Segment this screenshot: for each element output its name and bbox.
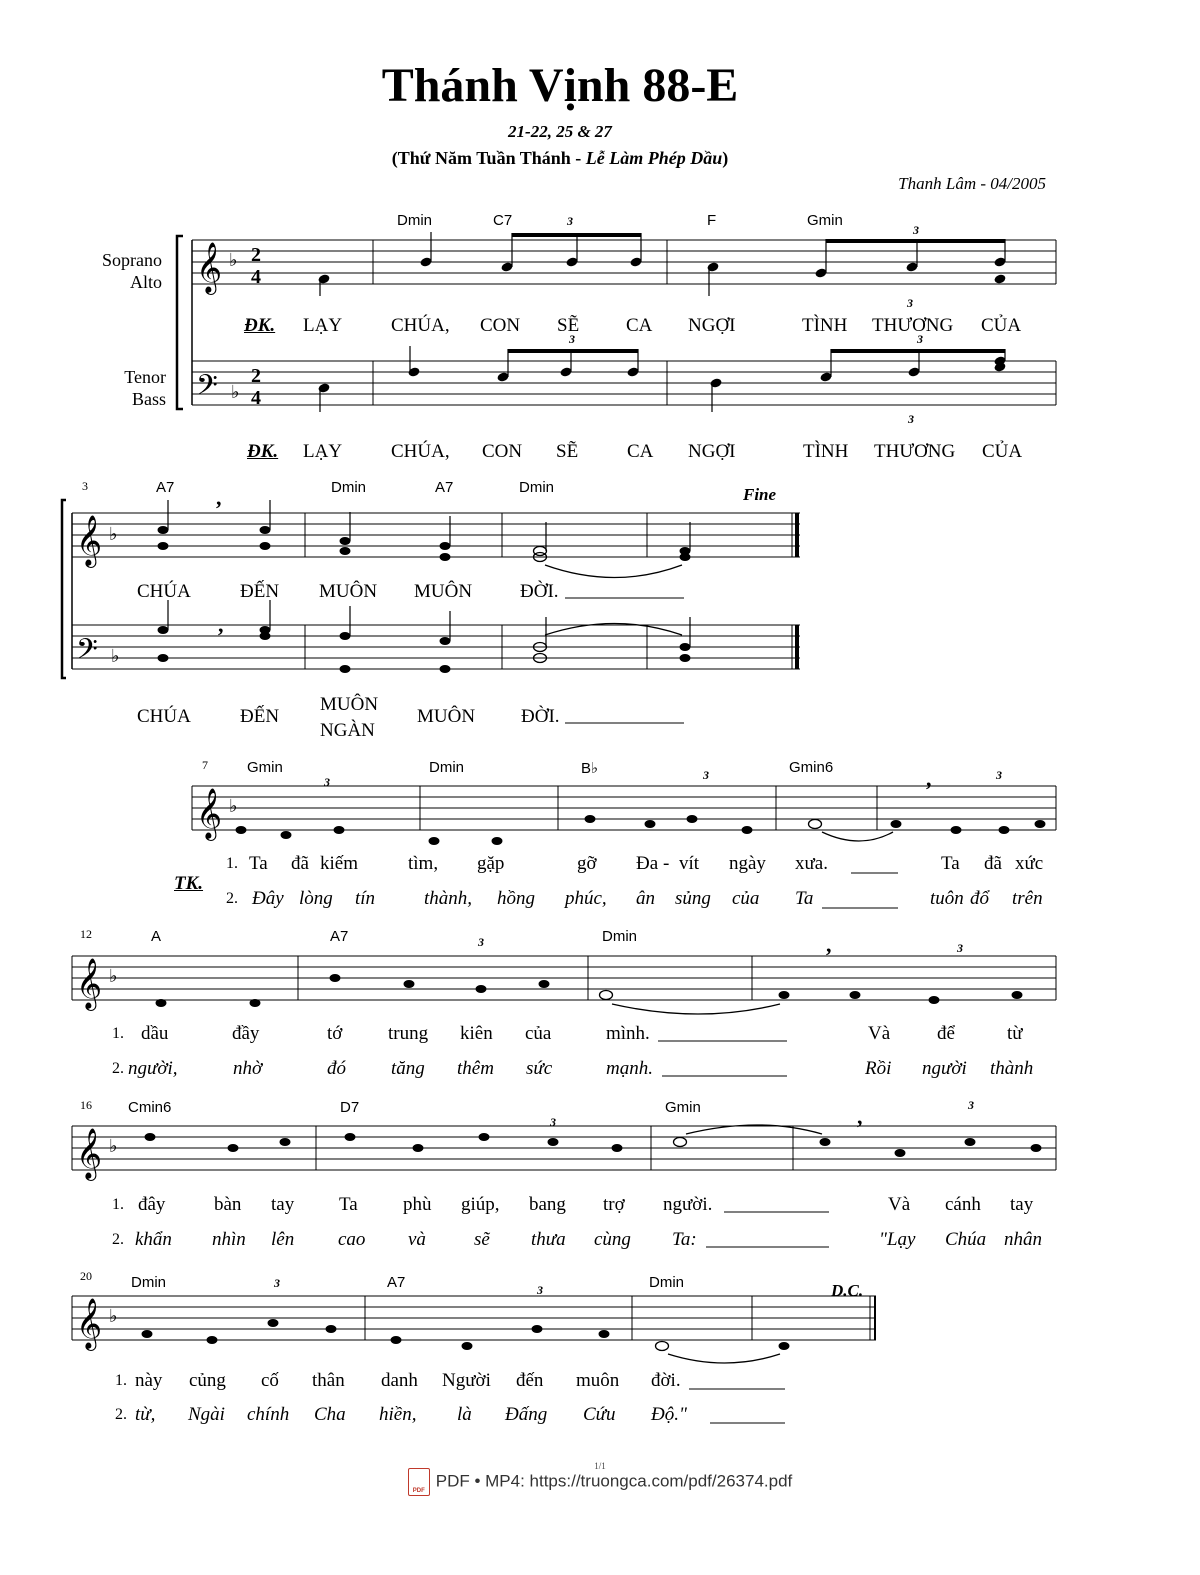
lyric-word: NGỢI bbox=[688, 315, 736, 336]
part-name-soprano: Soprano bbox=[102, 250, 162, 270]
svg-text:♭: ♭ bbox=[109, 966, 118, 986]
lyric-word: đời. bbox=[651, 1370, 681, 1391]
lyric-word: đó bbox=[327, 1058, 346, 1079]
lyric-word: tăng bbox=[391, 1058, 425, 1079]
lyric-word: LẠY bbox=[303, 441, 343, 462]
verse-number: 1. bbox=[112, 1196, 124, 1213]
chord-symbol: A7 bbox=[156, 479, 175, 496]
svg-text:♭: ♭ bbox=[109, 524, 118, 544]
treble-clef: 𝄞 bbox=[196, 789, 223, 838]
lyric-word: MUÔN bbox=[414, 581, 473, 602]
chord-symbol: Dmin bbox=[331, 479, 367, 496]
verse-number: 2. bbox=[115, 1406, 127, 1423]
measure-number: 12 bbox=[80, 927, 92, 941]
lyric-word: Cứu bbox=[583, 1404, 616, 1425]
chord-symbol: F bbox=[707, 212, 717, 229]
lyric-word: xức bbox=[1015, 853, 1044, 874]
verse-number: 2. bbox=[226, 890, 238, 907]
lyric-word: phúc, bbox=[565, 888, 607, 909]
lyric-word: CHÚA, bbox=[391, 315, 450, 336]
lyric-word: tìm, bbox=[408, 853, 439, 874]
lyric-word: bang bbox=[529, 1194, 566, 1215]
part-name-bass: Bass bbox=[131, 389, 166, 409]
svg-text:3: 3 bbox=[274, 1276, 280, 1290]
lyric-word: MUÔN bbox=[320, 694, 379, 715]
staff-system4 bbox=[72, 956, 1056, 1000]
lyric-word: hiền, bbox=[379, 1404, 417, 1425]
lyric-word: ân bbox=[636, 888, 655, 909]
chord-symbol: Gmin bbox=[807, 212, 843, 229]
svg-text:3: 3 bbox=[907, 296, 913, 310]
svg-text:3: 3 bbox=[569, 332, 575, 346]
lyric-word: tín bbox=[355, 888, 376, 909]
measure-number: 16 bbox=[80, 1098, 92, 1112]
footer-link-row[interactable] bbox=[0, 1468, 1200, 1496]
lyric-word: thêm bbox=[457, 1058, 494, 1079]
lyric-word: MUÔN bbox=[417, 706, 476, 727]
lyric-word: thành bbox=[990, 1058, 1034, 1079]
lyric-word: sủng bbox=[675, 888, 711, 909]
lyric-word: đầy bbox=[232, 1023, 260, 1044]
chord-symbol: Dmin bbox=[519, 479, 555, 496]
lyric-word: gặp bbox=[477, 853, 505, 874]
occasion-italic: Lễ Làm Phép Dầu bbox=[585, 148, 723, 168]
lyric-word: của bbox=[525, 1023, 552, 1044]
svg-text:4: 4 bbox=[251, 266, 261, 288]
treble-clef: 𝄞 bbox=[76, 1299, 103, 1348]
lyric-word: Ta bbox=[941, 853, 960, 874]
part-name-tenor: Tenor bbox=[124, 367, 166, 387]
page-mark: 1/1 bbox=[594, 1461, 606, 1471]
lyric-word: trên bbox=[1012, 888, 1043, 909]
lyric-word: lòng bbox=[299, 888, 333, 909]
lyric-word: Ta: bbox=[672, 1229, 697, 1250]
lyric-word: ĐẾN bbox=[240, 706, 280, 727]
svg-text:3: 3 bbox=[957, 941, 963, 955]
lyric-word: đã bbox=[984, 853, 1002, 874]
lyric-word: gỡ bbox=[577, 853, 597, 874]
svg-text:4: 4 bbox=[251, 387, 261, 409]
lyric-word: SẼ bbox=[556, 441, 579, 462]
chord-symbol: Dmin bbox=[649, 1274, 685, 1291]
lyric-word: chính bbox=[247, 1404, 290, 1425]
lyric-word: Chúa bbox=[945, 1229, 987, 1250]
footer-link[interactable]: PDF • MP4: https://truongca.com/pdf/26374.pdf bbox=[435, 1471, 793, 1491]
lyric-word: cùng bbox=[594, 1229, 631, 1250]
lyric-word: Và bbox=[888, 1194, 911, 1215]
lyric-word: lên bbox=[271, 1229, 295, 1250]
lyric-word: phù bbox=[403, 1194, 432, 1215]
lyric-word: đổ bbox=[970, 888, 989, 909]
lyric-word: SẼ bbox=[557, 315, 580, 336]
svg-text:♭: ♭ bbox=[229, 796, 238, 816]
svg-text:3: 3 bbox=[324, 775, 330, 789]
lyric-word: danh bbox=[381, 1370, 418, 1391]
staff-system2-upper bbox=[72, 513, 800, 557]
lyric-word-alt: NGÀN bbox=[320, 720, 375, 741]
lyric-word: đã bbox=[291, 853, 309, 874]
svg-text:,: , bbox=[826, 932, 832, 957]
dc-marking: D.C. bbox=[831, 1281, 864, 1300]
lyric-word: Độ." bbox=[651, 1404, 687, 1425]
verse-label: TK. bbox=[174, 873, 204, 894]
lyric-word: người bbox=[922, 1058, 967, 1079]
lyric-word: CỦA bbox=[981, 315, 1022, 336]
verse-number: 2. bbox=[112, 1231, 124, 1248]
lyric-word: để bbox=[937, 1023, 955, 1044]
lyric-word: LẠY bbox=[303, 315, 343, 336]
lyric-word: này bbox=[135, 1370, 163, 1391]
svg-text:♭: ♭ bbox=[109, 1306, 118, 1326]
occasion-suffix: ) bbox=[722, 148, 729, 168]
lyric-word: ĐẾN bbox=[240, 581, 280, 602]
lyric-word: thưa bbox=[531, 1229, 566, 1250]
lyric-word: Người bbox=[442, 1370, 491, 1391]
lyric-word: Ta bbox=[339, 1194, 358, 1215]
chord-symbol: D7 bbox=[340, 1099, 360, 1116]
measure-number: 3 bbox=[82, 479, 88, 493]
staff-system5 bbox=[72, 1126, 1056, 1170]
svg-text:,: , bbox=[218, 612, 224, 637]
lyric-word: củng bbox=[189, 1370, 226, 1391]
measure-number: 20 bbox=[80, 1269, 92, 1283]
svg-text:3: 3 bbox=[996, 768, 1002, 782]
lyric-word: Và bbox=[868, 1023, 891, 1044]
chord-symbol: C7 bbox=[493, 212, 513, 229]
lyric-word: muôn bbox=[576, 1370, 620, 1391]
lyric-word: kiên bbox=[460, 1023, 493, 1044]
lyric-word: và bbox=[408, 1229, 426, 1250]
lyric-word: tuôn bbox=[930, 888, 964, 909]
lyric-word: xưa. bbox=[795, 853, 828, 874]
lyric-word: của bbox=[732, 888, 760, 909]
svg-text:♭: ♭ bbox=[231, 382, 240, 402]
chord-symbol: Cmin6 bbox=[128, 1099, 172, 1116]
fine-marking: Fine bbox=[743, 485, 777, 504]
lyric-word: ngày bbox=[729, 853, 766, 874]
lyric-word: dầu bbox=[141, 1023, 169, 1044]
lyric-word: NGỢI bbox=[688, 441, 736, 462]
lyric-word: Ta bbox=[249, 853, 268, 874]
lyric-word: giúp, bbox=[461, 1194, 500, 1215]
treble-clef: 𝄞 bbox=[76, 1129, 103, 1178]
lyric-word: người. bbox=[663, 1194, 713, 1215]
svg-text:3: 3 bbox=[537, 1283, 543, 1297]
lyric-word: Đây bbox=[252, 888, 284, 909]
chord-symbol: B♭ bbox=[581, 760, 599, 777]
pdf-icon bbox=[408, 1468, 430, 1496]
chord-symbol: Gmin bbox=[247, 759, 283, 776]
chord-symbol: A7 bbox=[387, 1274, 406, 1291]
svg-text:♭: ♭ bbox=[111, 646, 120, 666]
staff-system6 bbox=[72, 1296, 876, 1340]
lyric-word: tớ bbox=[327, 1023, 343, 1044]
lyric-word: CHÚA, bbox=[391, 441, 450, 462]
lyric-word: hồng bbox=[497, 888, 535, 909]
lyric-word: thân bbox=[312, 1370, 345, 1391]
lyric-word: từ, bbox=[135, 1404, 156, 1425]
lyric-word: ĐỜI. bbox=[521, 706, 560, 727]
lyric-word: sức bbox=[526, 1058, 553, 1079]
lyric-word: trợ bbox=[603, 1194, 625, 1215]
treble-clef: 𝄞 bbox=[76, 516, 103, 565]
lyric-word: TÌNH bbox=[802, 315, 848, 336]
lyric-word: trung bbox=[388, 1023, 429, 1044]
verse-number: 1. bbox=[112, 1025, 124, 1042]
svg-text:2: 2 bbox=[251, 365, 261, 387]
lyric-word: đến bbox=[516, 1370, 544, 1391]
verse-number: 1. bbox=[115, 1372, 127, 1389]
verse-number: 1. bbox=[226, 855, 238, 872]
lyric-word: CON bbox=[482, 441, 523, 462]
svg-text:3: 3 bbox=[550, 1115, 556, 1129]
svg-text:3: 3 bbox=[703, 768, 709, 782]
lyric-word: nhờ bbox=[233, 1058, 263, 1079]
refrain-label: ĐK. bbox=[244, 315, 276, 336]
staff-system3 bbox=[192, 786, 1056, 830]
bass-clef: 𝄢 bbox=[76, 635, 98, 672]
lyric-word: ĐỜI. bbox=[520, 581, 559, 602]
composer: Thanh Lâm - 04/2005 bbox=[898, 174, 1046, 193]
bass-clef: 𝄢 bbox=[196, 371, 218, 408]
lyric-word: tay bbox=[271, 1194, 295, 1215]
occasion-prefix: (Thứ Năm Tuần Thánh - bbox=[391, 148, 586, 168]
chord-symbol: Gmin6 bbox=[789, 759, 834, 776]
lyric-word: "Lạy bbox=[879, 1229, 916, 1250]
lyric-word: người, bbox=[128, 1058, 178, 1079]
lyric-word: MUÔN bbox=[319, 581, 378, 602]
lyric-word: tay bbox=[1010, 1194, 1034, 1215]
chord-symbol: A7 bbox=[330, 928, 349, 945]
chord-symbol: Dmin bbox=[602, 928, 638, 945]
svg-text:,: , bbox=[926, 766, 932, 791]
lyric-word: CON bbox=[480, 315, 521, 336]
svg-text:3: 3 bbox=[908, 412, 914, 426]
chord-symbol: Dmin bbox=[397, 212, 433, 229]
lyric-word: THƯƠNG bbox=[874, 441, 956, 462]
verse-reference: 21-22, 25 & 27 bbox=[508, 122, 612, 141]
lyric-word: khẩn bbox=[135, 1229, 172, 1250]
lyric-word: THƯƠNG bbox=[872, 315, 954, 336]
treble-clef: 𝄞 bbox=[76, 959, 103, 1008]
chord-symbol: Dmin bbox=[429, 759, 465, 776]
lyric-word: nhìn bbox=[212, 1229, 246, 1250]
part-name-alto: Alto bbox=[129, 272, 162, 292]
lyric-word: mình. bbox=[606, 1023, 650, 1044]
chord-symbol: A7 bbox=[435, 479, 454, 496]
lyric-word: CHÚA bbox=[137, 581, 191, 602]
svg-text:,: , bbox=[857, 1104, 863, 1129]
lyric-word: Đấng bbox=[505, 1404, 548, 1425]
svg-text:3: 3 bbox=[567, 214, 573, 228]
lyric-word: Đa bbox=[636, 853, 659, 874]
lyric-word: đây bbox=[138, 1194, 166, 1215]
svg-text:♭: ♭ bbox=[109, 1136, 118, 1156]
verse-number: 2. bbox=[112, 1060, 124, 1077]
chord-symbol: Gmin bbox=[665, 1099, 701, 1116]
lyric-word: là bbox=[457, 1404, 472, 1425]
refrain-label: ĐK. bbox=[247, 441, 279, 462]
measure-number: 7 bbox=[202, 758, 208, 772]
lyric-word: từ bbox=[1007, 1023, 1023, 1044]
treble-clef: 𝄞 bbox=[196, 243, 223, 292]
time-sig-top: 2 bbox=[251, 244, 261, 266]
svg-text:3: 3 bbox=[968, 1098, 974, 1112]
lyric-word: mạnh. bbox=[606, 1058, 653, 1079]
lyric-word: cao bbox=[338, 1229, 366, 1250]
lyric-word: vít bbox=[679, 853, 700, 874]
staff-system1-lower bbox=[192, 361, 1056, 405]
lyric-word: nhân bbox=[1004, 1229, 1042, 1250]
staff-system2-lower bbox=[72, 625, 800, 669]
lyric-word: bàn bbox=[214, 1194, 242, 1215]
lyric-word: - bbox=[663, 853, 670, 874]
svg-text:3: 3 bbox=[917, 332, 923, 346]
lyric-word: Ngài bbox=[188, 1404, 225, 1425]
lyric-word: cố bbox=[261, 1370, 279, 1391]
lyric-word: kiếm bbox=[320, 853, 358, 874]
svg-text:3: 3 bbox=[913, 223, 919, 237]
svg-text:♭: ♭ bbox=[229, 250, 238, 270]
lyric-word: Ta bbox=[795, 888, 814, 909]
lyric-word: TÌNH bbox=[803, 441, 849, 462]
lyric-word: Cha bbox=[314, 1404, 346, 1425]
lyric-word: CA bbox=[627, 441, 654, 462]
lyric-word: sẽ bbox=[474, 1229, 490, 1250]
lyric-word: CỦA bbox=[982, 441, 1023, 462]
lyric-word: CA bbox=[626, 315, 653, 336]
lyric-word: thành, bbox=[424, 888, 473, 909]
lyric-word: cánh bbox=[945, 1194, 981, 1215]
song-title: Thánh Vịnh 88-E bbox=[381, 59, 739, 112]
lyric-word: Rồi bbox=[865, 1058, 892, 1079]
lyric-word: CHÚA bbox=[137, 706, 191, 727]
svg-text:,: , bbox=[216, 485, 222, 510]
chord-symbol: A bbox=[151, 928, 162, 945]
svg-text:3: 3 bbox=[478, 935, 484, 949]
chord-symbol: Dmin bbox=[131, 1274, 167, 1291]
